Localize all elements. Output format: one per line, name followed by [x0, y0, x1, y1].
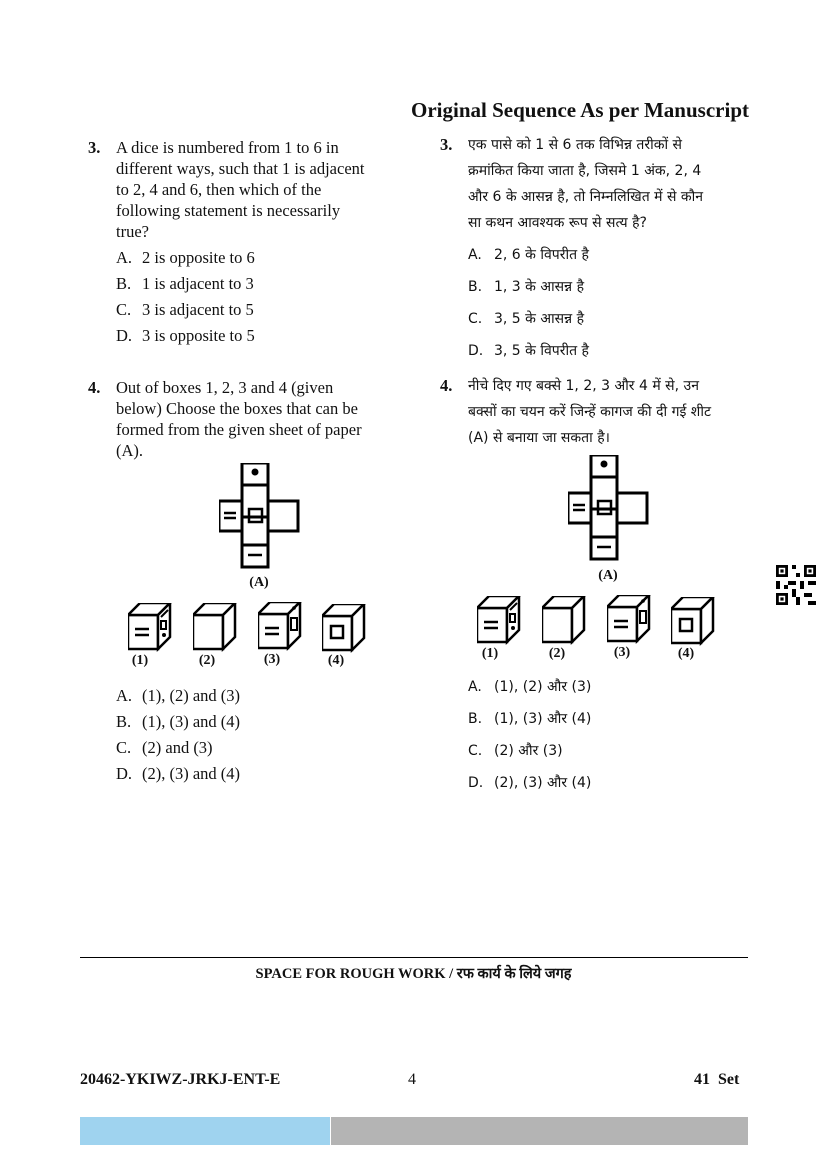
question-line: different ways, such that 1 is adjacent [116, 159, 365, 178]
question-line: बक्सों का चयन करें जिन्हें कागज की दी गई शीट [468, 404, 711, 420]
question-line: एक पासे को 1 से 6 तक विभिन्न तरीकों से [468, 137, 683, 153]
question-3-english [88, 137, 398, 346]
question-line: following statement is necessarily [116, 201, 341, 220]
question-line: सा कथन आवश्यक रूप से सत्य है? [468, 215, 647, 231]
option-b: B. (1), (3) and (4) [116, 712, 241, 731]
cube-4-figure [671, 597, 716, 647]
question-line: A dice is numbered from 1 to 6 in [116, 138, 339, 157]
page-header: Original Sequence As per Manuscript [411, 98, 749, 122]
cube-label: (1) [481, 646, 499, 661]
option-b: B. 1 is adjacent to 3 [116, 274, 254, 293]
cube-1-figure [477, 596, 522, 646]
question-line: (A). [116, 441, 144, 460]
cube-3-figure [607, 595, 652, 645]
option-d: D. (2), (3) and (4) [116, 764, 241, 783]
paper-net-figure [219, 463, 301, 571]
cube-label: (1) [131, 653, 149, 668]
qr-code-icon [776, 565, 816, 605]
question-line: क्रमांकित किया जाता है, जिसमे 1 अंक, 2, 4 [468, 163, 702, 179]
option-a: A. 2, 6 के विपरीत है [468, 247, 589, 263]
question-line: Out of boxes 1, 2, 3 and 4 (given [116, 378, 334, 397]
question-4-english-options [88, 680, 408, 784]
cube-3-figure [258, 602, 303, 652]
net-label: (A) [249, 575, 269, 590]
question-4-hindi-options [440, 668, 760, 796]
question-number: 4. [440, 376, 453, 395]
option-c: C. 3, 5 के आसन्न है [468, 311, 585, 327]
option-d: D. 3 is opposite to 5 [116, 326, 255, 345]
question-number: 3. [88, 138, 101, 157]
cube-label: (2) [198, 653, 216, 668]
cube-label: (3) [613, 645, 631, 660]
footer-bar-blue [80, 1117, 330, 1145]
cube-4-figure [322, 604, 367, 654]
set-info [694, 1071, 739, 1089]
paper-net-figure [568, 455, 650, 563]
question-text [468, 373, 760, 451]
net-label: (A) [598, 568, 618, 583]
question-text [116, 377, 408, 461]
option-a: A. (1), (2) and (3) [116, 686, 241, 705]
option-d: D. 3, 5 के विपरीत है [468, 343, 589, 359]
question-line: formed from the given sheet of paper [116, 420, 362, 439]
question-line: to 2, 4 and 6, then which of the [116, 180, 322, 199]
question-text [116, 137, 398, 242]
option-a: A. (1), (2) और (3) [468, 679, 592, 695]
question-number: 3. [440, 135, 453, 154]
option-c: C. (2) और (3) [468, 743, 563, 759]
question-text [468, 132, 760, 236]
option-b: B. (1), (3) और (4) [468, 711, 592, 727]
option-c: C. (2) and (3) [116, 738, 213, 757]
cube-2-figure [193, 603, 238, 653]
cube-label: (4) [327, 653, 345, 668]
option-c: C. 3 is adjacent to 5 [116, 300, 254, 319]
question-line: true? [116, 222, 149, 241]
question-4-english [88, 377, 408, 461]
set-number: 41 [694, 1071, 710, 1088]
option-d: D. (2), (3) और (4) [468, 775, 592, 791]
question-line: नीचे दिए गए बक्से 1, 2, 3 और 4 में से, उन [468, 378, 699, 394]
divider-line [80, 957, 748, 958]
option-a: A. 2 is opposite to 6 [116, 248, 255, 267]
cube-2-figure [542, 596, 587, 646]
set-label: Set [718, 1071, 740, 1088]
paper-code: 20462-YKIWZ-JRKJ-ENT-E [80, 1071, 281, 1088]
question-line: (A) से बनाया जा सकता है। [468, 430, 610, 446]
cube-label: (3) [263, 652, 281, 667]
cube-1-figure [128, 603, 173, 653]
question-3-hindi [440, 132, 760, 364]
footer-bar-gray [331, 1117, 748, 1145]
question-number: 4. [88, 378, 101, 397]
option-b: B. 1, 3 के आसन्न है [468, 279, 585, 295]
question-4-hindi [440, 373, 760, 451]
question-line: और 6 के आसन्न है, तो निम्नलिखित में से कौन [468, 189, 704, 205]
cube-label: (4) [677, 646, 695, 661]
question-line: below) Choose the boxes that can be [116, 399, 358, 418]
rough-work-label: SPACE FOR ROUGH WORK / रफ कार्य के लिये जगह [255, 966, 572, 982]
cube-label: (2) [548, 646, 566, 661]
page-number: 4 [408, 1071, 416, 1088]
